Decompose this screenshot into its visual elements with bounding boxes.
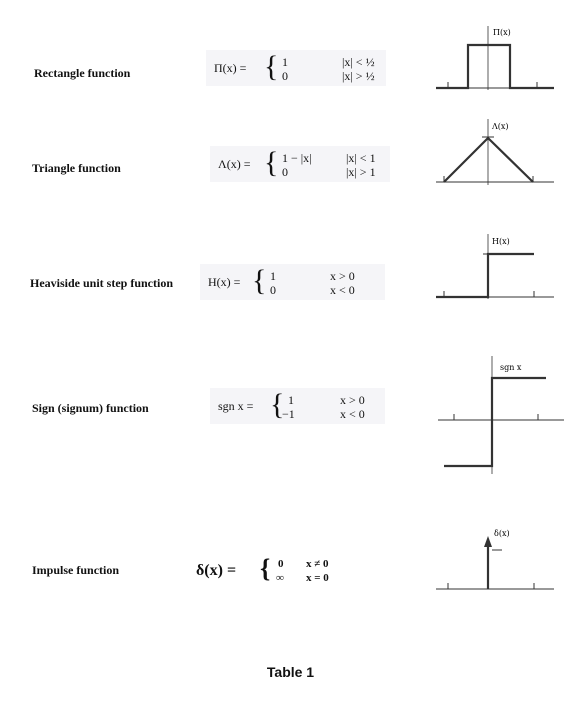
rectangle-function-graph bbox=[430, 20, 560, 95]
signum-function-formula bbox=[210, 388, 385, 424]
formula-lhs: δ(x) = bbox=[196, 562, 237, 579]
graph-label: H(x) bbox=[492, 237, 510, 246]
case-condition: x > 0 bbox=[340, 393, 365, 407]
graph-label: Λ(x) bbox=[492, 122, 509, 131]
table-caption: Table 1 bbox=[266, 664, 315, 680]
triangle-pulse-curve bbox=[444, 138, 533, 182]
formula-lhs: Π(x) = bbox=[214, 61, 247, 75]
formula-lhs: H(x) = bbox=[208, 275, 241, 289]
case-condition: x ≠ 0 bbox=[306, 558, 329, 570]
impulse-function-name: Impulse function bbox=[32, 563, 120, 577]
signum-function-graph bbox=[434, 352, 564, 477]
case-value: 0 bbox=[282, 69, 288, 83]
brace-icon: { bbox=[270, 388, 285, 421]
rectangle-function-name: Rectangle function bbox=[34, 66, 131, 80]
case-condition: |x| < ½ bbox=[342, 55, 375, 69]
formula-lhs: Λ(x) = bbox=[218, 157, 251, 171]
case-value: 1 bbox=[282, 55, 288, 69]
heaviside-function-graph bbox=[430, 230, 560, 305]
triangle-function-formula bbox=[210, 146, 390, 182]
case-value: 1 − |x| bbox=[282, 151, 312, 165]
rectangle-function-formula bbox=[206, 50, 386, 86]
brace-icon: { bbox=[264, 146, 279, 179]
brace-icon: { bbox=[264, 50, 279, 83]
case-value: −1 bbox=[282, 407, 295, 421]
case-condition: x > 0 bbox=[330, 269, 355, 283]
case-value: 1 bbox=[288, 393, 294, 407]
case-condition: |x| > ½ bbox=[342, 69, 375, 83]
graph-label: Π(x) bbox=[493, 28, 511, 37]
signum-function-name: Sign (signum) function bbox=[32, 401, 149, 415]
case-value: ∞ bbox=[276, 572, 284, 584]
triangle-function-name: Triangle function bbox=[32, 161, 121, 175]
brace-icon: { bbox=[252, 264, 267, 297]
impulse-function-graph bbox=[430, 520, 560, 595]
brace-icon: { bbox=[260, 554, 271, 583]
signum-curve bbox=[444, 378, 546, 466]
case-value: 0 bbox=[270, 283, 276, 297]
case-condition: |x| < 1 bbox=[346, 151, 376, 165]
rectangle-pulse-curve bbox=[436, 45, 554, 88]
case-condition: x = 0 bbox=[306, 572, 329, 584]
triangle-function-graph bbox=[430, 115, 560, 190]
case-condition: x < 0 bbox=[330, 283, 355, 297]
case-value: 1 bbox=[270, 269, 276, 283]
graph-label: sgn x bbox=[500, 363, 522, 372]
formula-lhs: sgn x = bbox=[218, 399, 254, 413]
case-value: 0 bbox=[278, 558, 284, 570]
arrow-up-icon bbox=[484, 536, 492, 547]
case-condition: x < 0 bbox=[340, 407, 365, 421]
case-value: 0 bbox=[282, 165, 288, 179]
step-curve bbox=[436, 254, 534, 297]
case-condition: |x| > 1 bbox=[346, 165, 376, 179]
heaviside-function-formula bbox=[200, 264, 385, 300]
heaviside-function-name: Heaviside unit step function bbox=[30, 276, 174, 290]
graph-label: δ(x) bbox=[494, 529, 510, 538]
